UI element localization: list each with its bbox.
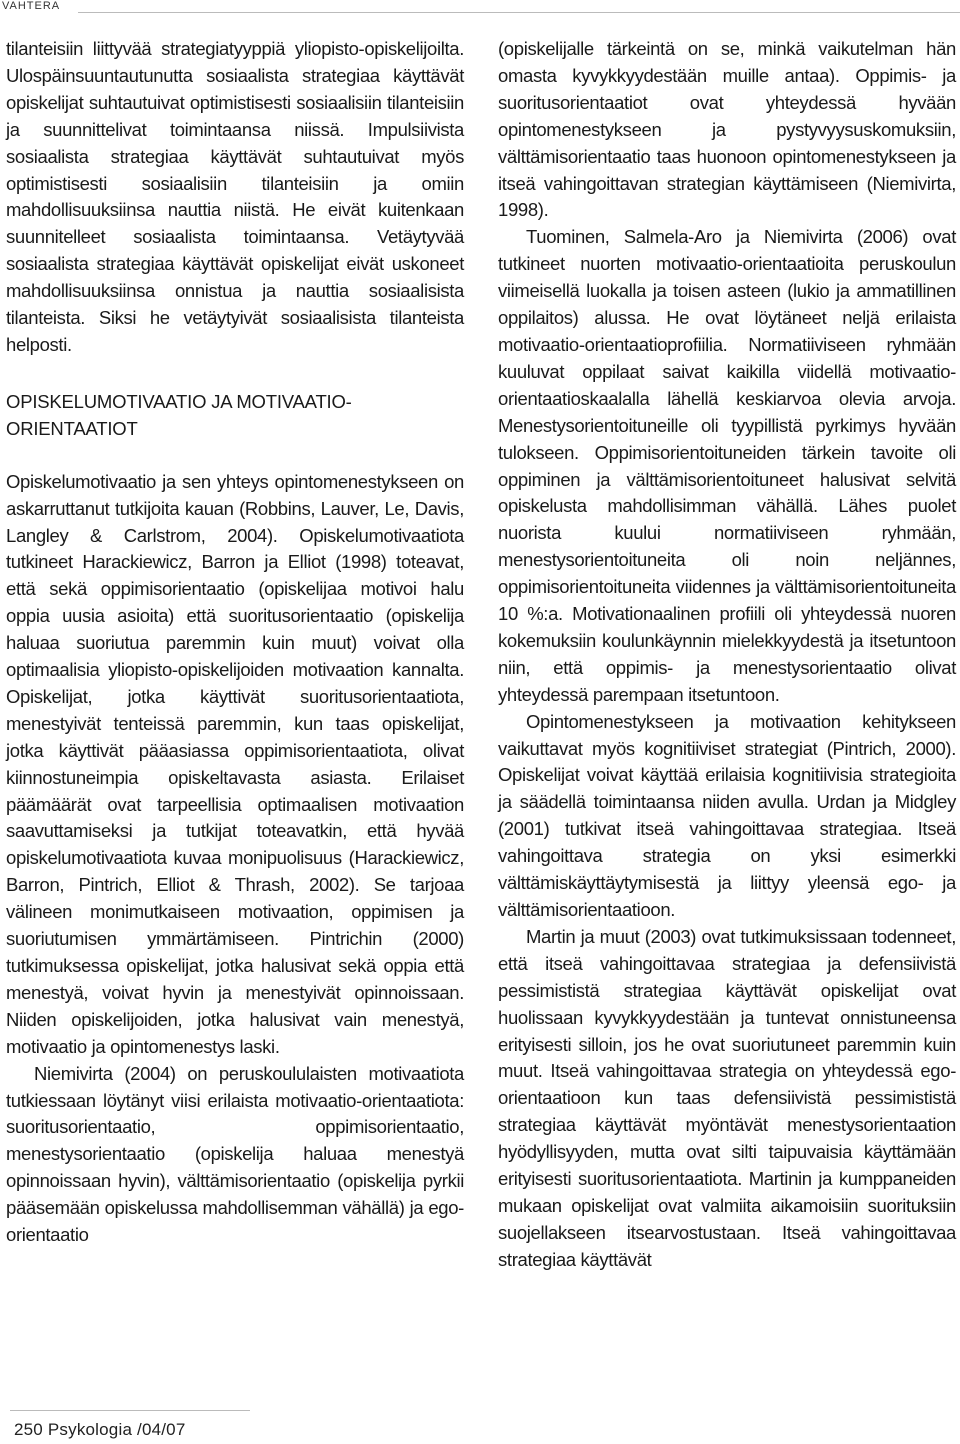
header-rule xyxy=(78,12,960,13)
right-column xyxy=(498,36,956,1274)
paragraph: Opiskelumotivaatio ja sen yhteys opintomenestykseen on askarruttanut tutkijoita kauan (Robbins, Lauver, Le, Davis, Langley & Carlstrom, 2004). Opiskelumotivaatiota tutkineet Harackiewicz, Barron ja Elliot (1998) toteavat, että sekä oppimisorientaatio (opiskelijaa motivoi halu oppia uusia asioita) että suoritusorientaatio (opiskelija haluaa suoriutua paremmin kuin muut) voivat olla optimaalisia yliopisto-opiskelijoiden motivaation kannalta. Opiskelijat, jotka käyttivät suoritusorientaatiota, menestyivät tenteissä paremmin, kun taas opiskelijat, jotka käyttivät pääasiassa oppimisorientaatiota, olivat kiinnostuneimpia opiskeltavasta asiasta. Erilaiset päämäärät ovat tarpeellisia optimaalisen motivaation saavuttamiseksi ja tutkijat toteavatkin, että hyvää opiskelumotivaatiota kuvaa monipuolisuus (Harackiewicz, Barron, Pintrich, Elliot & Thrash, 2002). Se tarjoaa välineen monimutkaiseen motivaation, oppimisen ja suoriutumisen ymmärtämiseen. Pintrichin (2000) tutkimuksessa opiskelijat, jotka halusivat sekä oppia että menestyä, voivat hyvin ja menestyivät opinnoissaan. Niiden opiskelijoiden, jotka halusivat vain menestyä, motivaatio ja opintomenestys laski. xyxy=(6,470,464,1057)
paragraph: tilanteisiin liittyvää strategiatyyppiä yliopisto-opiskelijoilta. Ulospäinsuuntautunutta sosiaalista strategiaa käyttävät opiskelijat suhtautuivat optimistisesti sosiaalisiin tilanteisiin ja suunnittelivat toimintaansa niissä. Impulsiivista sosiaalista strategiaa käyttävät suhtautuivat myös optimistisesti sosiaalisiin tilanteisiin ja omiin mahdollisuuksiinsa nauttia niistä. He eivät kuitenkaan suunnitelleet sosiaalista toimintaansa. Vetäytyvää sosiaalista strategiaa käyttävät opiskelijat eivät uskoneet mahdollisuuksiinsa onnistua ja nauttia sosiaalisista tilanteista. Siksi he vetäytyivät sosiaalisista tilanteista helposti. xyxy=(6,38,464,355)
page-footer xyxy=(0,1410,960,1444)
paragraph: Opintomenestykseen ja motivaation kehitykseen vaikuttavat myös kognitiiviset strategiat (Pintrich, 2000). Opiskelijat voivat käyttää erilaisia kognitiivisia strategioita ja säädellä toimintaansa niiden avulla. Urdan ja Midgley (2001) tutkivat itseä vahingoittavaa strategiaa. Itseä vahingoittava strategia on yksi esimerkki välttämiskäyttäytymisestä ja liittyy yleensä ego- ja välttämisorientaatioon. xyxy=(498,710,956,920)
running-head: VAHTERA xyxy=(2,0,61,12)
page-header xyxy=(0,0,960,14)
footer-rule xyxy=(10,1410,250,1411)
paragraph: Martin ja muut (2003) ovat tutkimuksissaan todenneet, että itseä vahingoittavaa strategiaa ja defensiivistä pessimististä strategiaa käyttävät opiskelijat ovat huolissaan kyvykkyydestään ja tuntevat onnistuneensa erityisesti silloin, jos he ovat suoriutuneet paremmin kuin muut. Itseä vahingoittavaa strategia on yhteydessä ego-orientaatioon kun taas defensiivistä pessimististä strategiaa käyttävät myöntävät menestysorientaation hyödyllisyyden, mutta ovat silti taipuvaisia käyttämään erityisesti suoritusorientaatiota. Martinin ja kumppaneiden mukaan opiskelijat ovat valmiita aikamoisiin suorituksiin suojellakseen itsearvostustaan. Itseä vahingoittavaa strategiaa käyttävät xyxy=(498,925,956,1270)
paragraph: Niemivirta (2004) on peruskoululaisten motivaatiota tutkiessaan löytänyt viisi erilaista motivaatio-orientaatiota: suoritusorientaatio, oppimisorientaatio, menestysorientaatio (opiskelija haluaa menestyä opinnoissaan hyvin), välttämisorientaatio (opiskelija pyrkii pääsemään opiskelussa mahdollisemman vähällä) ja ego-orientaatio xyxy=(6,1062,464,1246)
page-number: 250 Psykologia /04/07 xyxy=(14,1420,186,1439)
paragraph: (opiskelijalle tärkeintä on se, minkä vaikutelman hän omasta kyvykkyydestään muille antaa). Oppimis- ja suoritusorientaatiot ovat yhteydessä hyvään opintomenestykseen ja pystyvyysuskomuksiin, välttämisorientaatio taas huonoon opintomenestykseen ja itseä vahingoittavan strategian käyttämiseen (Niemivirta, 1998). xyxy=(498,38,956,221)
section-heading: OPISKELUMOTIVAATIO JA MOTIVAATIO-ORIENTAATIOT xyxy=(6,390,352,439)
left-column xyxy=(6,36,464,1249)
paragraph: Tuominen, Salmela-Aro ja Niemivirta (2006) ovat tutkineet nuorten motivaatio-orientaatioita peruskoulun viimeisellä luokalla ja toisen asteen (lukio ja ammatillinen oppilaitos) alussa. He ovat löytäneet neljä erilaista motivaatio-orientaatioprofiilia. Normatiiviseen ryhmään kuuluvat oppilaat saivat kaikilla viidellä motivaatio-orientaatioskaalalla lähellä keskiarvoa olevia arvoja. Menestysorientoituneille oli tyypillistä pyrkimys hyvään tulokseen. Oppimisorientoituneiden tärkein tavoite oli oppiminen ja välttämisorientoituneet halusivat selvitä opiskelusta mahdollisimman vähällä. Lähes puolet nuorista kuului normatiiviseen ryhmään, menestysorientoituneita oli noin neljännes, oppimisorientoituneita viidennes ja välttämisorientoituneita 10 %:a. Motivationaalinen profiili oli yhteydessä nuoren kokemuksiin koulunkäynnin mielekkyydestä ja itsetuntoon niin, että oppimis- ja menestysorientaatio olivat yhteydessä parempaan itsetuntoon. xyxy=(498,226,956,705)
